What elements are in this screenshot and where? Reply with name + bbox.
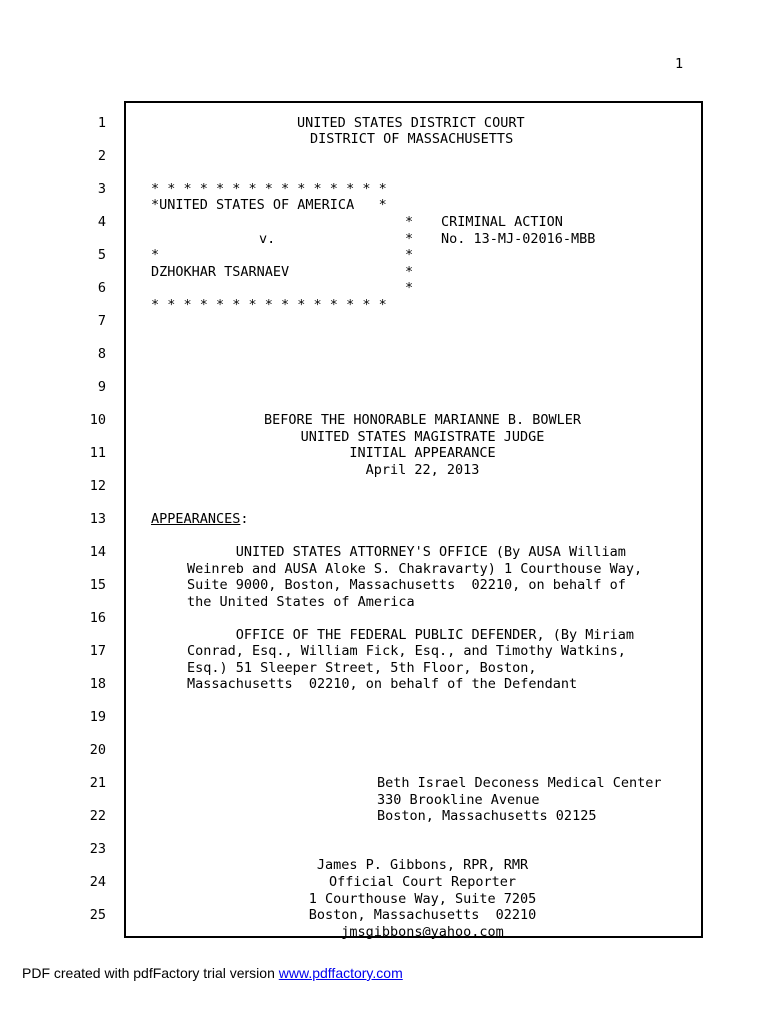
judge-line: BEFORE THE HONORABLE MARIANNE B. BOWLER bbox=[264, 412, 581, 428]
line-number: 24 bbox=[89, 874, 106, 890]
line-number: 8 bbox=[97, 346, 106, 362]
line-number: 6 bbox=[97, 280, 106, 296]
fpd-line: Massachusetts 02210, on behalf of the Defendant bbox=[187, 676, 578, 692]
location-line: Beth Israel Deconess Medical Center bbox=[377, 775, 662, 791]
caption-star: * bbox=[405, 231, 414, 247]
fpd-line: OFFICE OF THE FEDERAL PUBLIC DEFENDER, (By Miriam bbox=[187, 627, 635, 643]
usao-line: Weinreb and AUSA Aloke S. Chakravarty) 1 Courthouse Way, bbox=[187, 561, 643, 577]
line-number: 25 bbox=[89, 907, 106, 923]
criminal-action-label: CRIMINAL ACTION bbox=[441, 214, 563, 230]
line-number: 3 bbox=[97, 181, 106, 197]
line-number: 19 bbox=[89, 709, 106, 725]
line-number: 16 bbox=[89, 610, 106, 626]
line-number: 21 bbox=[89, 775, 106, 791]
reporter-address: Boston, Massachusetts 02210 bbox=[308, 907, 537, 923]
location-line: 330 Brookline Avenue bbox=[377, 792, 540, 808]
line-number: 18 bbox=[89, 676, 106, 692]
reporter-name: James P. Gibbons, RPR, RMR bbox=[316, 857, 529, 873]
line-number: 7 bbox=[97, 313, 106, 329]
caption-star: * bbox=[405, 214, 414, 230]
line-number: 9 bbox=[97, 379, 106, 395]
line-number: 20 bbox=[89, 742, 106, 758]
line-number: 10 bbox=[89, 412, 106, 428]
line-number: 14 bbox=[89, 544, 106, 560]
caption-star: * bbox=[405, 280, 414, 296]
appearances-label: APPEARANCES bbox=[151, 511, 241, 527]
pdffactory-link[interactable]: www.pdffactory.com bbox=[278, 965, 403, 981]
appearances-heading bbox=[151, 511, 249, 528]
reporter-email: jmsgibbons@yahoo.com bbox=[341, 924, 504, 940]
judge-title: UNITED STATES MAGISTRATE JUDGE bbox=[300, 429, 545, 445]
usao-line: the United States of America bbox=[187, 594, 415, 610]
footer-text: PDF created with pdfFactory trial version bbox=[22, 965, 279, 981]
line-number: 15 bbox=[89, 577, 106, 593]
court-name: UNITED STATES DISTRICT COURT bbox=[297, 115, 525, 131]
fpd-line: Conrad, Esq., William Fick, Esq., and Timothy Watkins, bbox=[187, 643, 626, 659]
caption-stars-bottom: * * * * * * * * * * * * * * * bbox=[151, 297, 387, 313]
reporter-address: 1 Courthouse Way, Suite 7205 bbox=[308, 891, 537, 907]
line-number: 2 bbox=[97, 148, 106, 164]
caption-stars-top: * * * * * * * * * * * * * * * bbox=[151, 181, 387, 197]
line-number: 23 bbox=[89, 841, 106, 857]
page-number: 1 bbox=[675, 56, 684, 72]
line-number: 5 bbox=[97, 247, 106, 263]
case-number: No. 13-MJ-02016-MBB bbox=[441, 231, 596, 247]
pdf-footer bbox=[22, 965, 403, 981]
court-district: DISTRICT OF MASSACHUSETTS bbox=[310, 131, 514, 147]
location-line: Boston, Massachusetts 02125 bbox=[377, 808, 597, 824]
hearing-date: April 22, 2013 bbox=[365, 462, 480, 478]
caption-star: * bbox=[151, 247, 160, 263]
line-number: 17 bbox=[89, 643, 106, 659]
line-number: 1 bbox=[97, 115, 106, 131]
line-number: 22 bbox=[89, 808, 106, 824]
appearances-colon: : bbox=[240, 511, 249, 527]
fpd-line: Esq.) 51 Sleeper Street, 5th Floor, Boston, bbox=[187, 660, 537, 676]
line-number: 13 bbox=[89, 511, 106, 527]
line-number: 12 bbox=[89, 478, 106, 494]
defendant-name: DZHOKHAR TSARNAEV bbox=[151, 264, 290, 280]
caption-star: * bbox=[405, 264, 414, 280]
plaintiff-name: *UNITED STATES OF AMERICA * bbox=[151, 197, 387, 213]
usao-line: Suite 9000, Boston, Massachusetts 02210, on behalf of bbox=[187, 577, 626, 593]
reporter-email-line bbox=[130, 924, 715, 941]
usao-line: UNITED STATES ATTORNEY'S OFFICE (By AUSA William bbox=[187, 544, 626, 560]
line-number: 11 bbox=[89, 445, 106, 461]
versus-label: v. bbox=[259, 231, 276, 247]
proceeding-title: INITIAL APPEARANCE bbox=[349, 445, 496, 461]
line-number: 4 bbox=[97, 214, 106, 230]
caption-star: * bbox=[405, 247, 414, 263]
reporter-title: Official Court Reporter bbox=[329, 874, 516, 890]
